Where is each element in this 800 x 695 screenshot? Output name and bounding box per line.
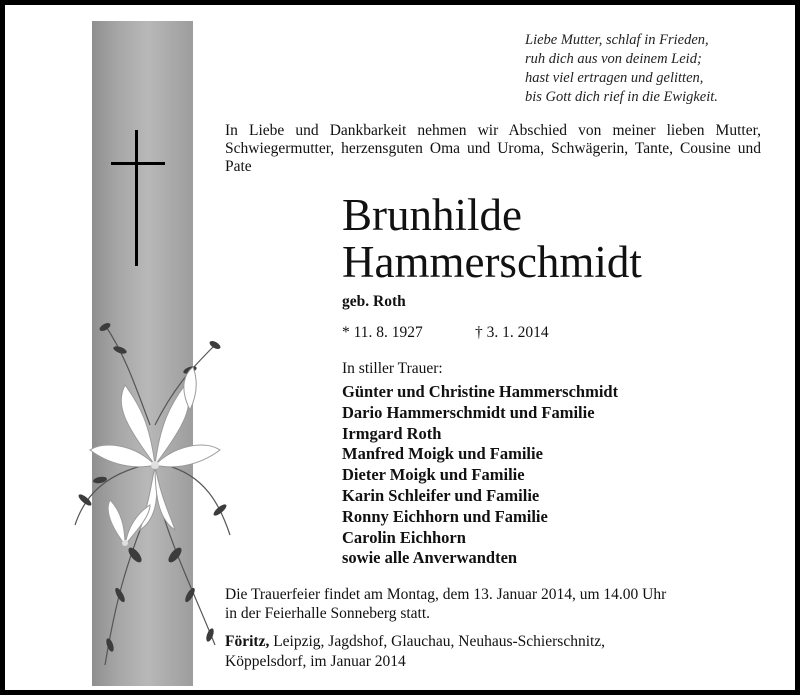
- mourner-entry: Dario Hammerschmidt und Familie: [342, 402, 595, 422]
- first-name: Brunhilde: [342, 190, 522, 240]
- death-date: † 3. 1. 2014: [475, 324, 549, 341]
- intro-text: In Liebe und Dankbarkeit nehmen wir Abschied von meiner lieben Mutter, Schwiegermutter, herzensguten Oma und Uroma, Schwägerin, Tante, Cousine und Pate: [225, 122, 761, 175]
- mourner-entry: Dieter Moigk und Familie: [342, 465, 525, 485]
- mourner-entry: Carolin Eichhorn: [342, 527, 466, 547]
- mourning-label: In stiller Trauer:: [342, 360, 443, 377]
- poem-line: hast viel ertragen und gelitten,: [525, 70, 704, 86]
- mourner-entry: Ronny Eichhorn und Familie: [342, 506, 548, 526]
- mourner-entry: Karin Schleifer und Familie: [342, 485, 540, 505]
- lily-flowers-icon: [65, 305, 235, 685]
- place-date-line: Köppelsdorf, im Januar 2014: [225, 653, 406, 670]
- funeral-line: in der Feierhalle Sonneberg statt.: [225, 605, 431, 622]
- funeral-line: Die Trauerfeier findet am Montag, dem 13. Januar 2014, um 14.00 Uhr: [225, 586, 667, 603]
- town-name: Föritz,: [225, 633, 270, 650]
- memorial-poem: [525, 31, 785, 107]
- place-list: Leipzig, Jagdshof, Glauchau, Neuhaus-Schierschnitz,: [269, 633, 606, 650]
- mourner-entry: Günter und Christine Hammerschmidt: [342, 382, 619, 401]
- place-and-date: [225, 632, 775, 672]
- poem-line: ruh dich aus von deinem Leid;: [525, 51, 702, 67]
- deceased-name: [342, 192, 642, 286]
- mourners-list: [342, 382, 618, 569]
- mourner-entry: Manfred Moigk und Familie: [342, 444, 543, 464]
- mourner-entry: Irmgard Roth: [342, 423, 442, 443]
- poem-line: Liebe Mutter, schlaf in Frieden,: [525, 32, 709, 48]
- mourner-entry: sowie alle Anverwandten: [342, 548, 518, 568]
- place-line: [225, 632, 775, 652]
- last-name: Hammerschmidt: [342, 237, 642, 287]
- birth-date: * 11. 8. 1927: [342, 324, 423, 341]
- funeral-notice: [225, 585, 775, 623]
- maiden-name: geb. Roth: [342, 293, 406, 310]
- poem-line: bis Gott dich rief in die Ewigkeit.: [525, 89, 718, 105]
